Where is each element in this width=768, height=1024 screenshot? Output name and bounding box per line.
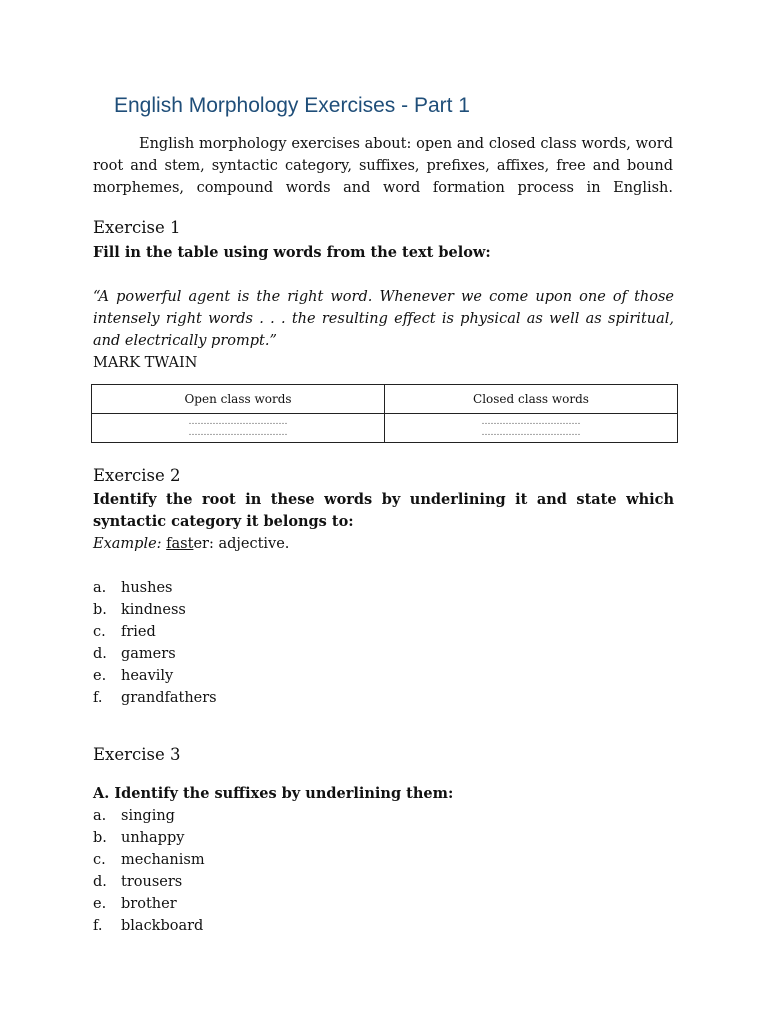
quote-author: MARK TWAIN: [93, 355, 198, 371]
item-word: grandfathers: [121, 690, 217, 706]
page-title: English Morphology Exercises - Part 1: [114, 94, 470, 117]
list-item: [93, 599, 217, 621]
list-item: [93, 577, 217, 599]
exercise-1-quote: “A powerful agent is the right word. Whenever we come upon one of those intensely right words . . . the resulting effect is physical as well as spiritual, and electrically prompt.”: [93, 289, 674, 349]
item-letter: b.: [93, 602, 107, 618]
list-item: [93, 915, 205, 937]
item-word: kindness: [121, 602, 186, 618]
list-item: [93, 643, 217, 665]
item-letter: c.: [93, 852, 106, 868]
item-letter: f.: [93, 690, 103, 706]
item-letter: e.: [93, 668, 107, 684]
item-letter: c.: [93, 624, 106, 640]
example-label: Example:: [93, 536, 162, 552]
exercise-1-heading: Exercise 1: [93, 218, 181, 237]
item-word: unhappy: [121, 830, 185, 846]
example-suffix: er: [193, 536, 209, 552]
open-class-header: Open class words: [92, 385, 385, 414]
item-word: brother: [121, 896, 177, 912]
answer-line: ……………………………: [481, 428, 581, 438]
item-word: gamers: [121, 646, 176, 662]
item-word: heavily: [121, 668, 174, 684]
exercise-2-instruction: Identify the root in these words by underlining it and state which syntactic category it belongs to:: [93, 491, 674, 530]
exercise-2-word-list: [93, 577, 217, 709]
closed-class-header: Closed class words: [385, 385, 678, 414]
item-letter: f.: [93, 918, 103, 934]
example-category: : adjective.: [208, 536, 290, 552]
item-letter: a.: [93, 808, 107, 824]
list-item: [93, 687, 217, 709]
exercise-3-word-list: [93, 805, 205, 937]
open-class-answer-cell[interactable]: [92, 414, 385, 443]
closed-class-answer-cell[interactable]: [385, 414, 678, 443]
list-item: [93, 849, 205, 871]
item-letter: b.: [93, 830, 107, 846]
item-word: blackboard: [121, 918, 204, 934]
example-root: fast: [166, 536, 194, 552]
list-item: [93, 665, 217, 687]
exercise-2-example: [93, 533, 289, 555]
exercise-2-heading: Exercise 2: [93, 466, 181, 485]
item-word: singing: [121, 808, 175, 824]
item-letter: a.: [93, 580, 107, 596]
list-item: [93, 871, 205, 893]
answer-line: ……………………………: [481, 417, 581, 427]
answer-line: ……………………………: [188, 428, 288, 438]
intro-paragraph: [93, 133, 673, 199]
list-item: [93, 827, 205, 849]
exercise-1-instruction: Fill in the table using words from the text below:: [93, 244, 491, 261]
item-word: hushes: [121, 580, 173, 596]
word-class-table: [91, 384, 678, 443]
list-item: [93, 805, 205, 827]
list-item: [93, 621, 217, 643]
exercise-3-instruction: A. Identify the suffixes by underlining them:: [93, 785, 454, 802]
item-word: fried: [121, 624, 156, 640]
list-item: [93, 893, 205, 915]
item-letter: e.: [93, 896, 107, 912]
item-letter: d.: [93, 646, 107, 662]
answer-line: ……………………………: [188, 417, 288, 427]
exercise-3-heading: Exercise 3: [93, 745, 181, 764]
item-word: trousers: [121, 874, 183, 890]
item-letter: d.: [93, 874, 107, 890]
item-word: mechanism: [121, 852, 205, 868]
intro-text: English morphology exercises about: open and closed class words, word root and stem, syntactic category, suffixes, prefixes, affixes, free and bound morphemes, compound words and word formation process in English.: [93, 136, 673, 196]
